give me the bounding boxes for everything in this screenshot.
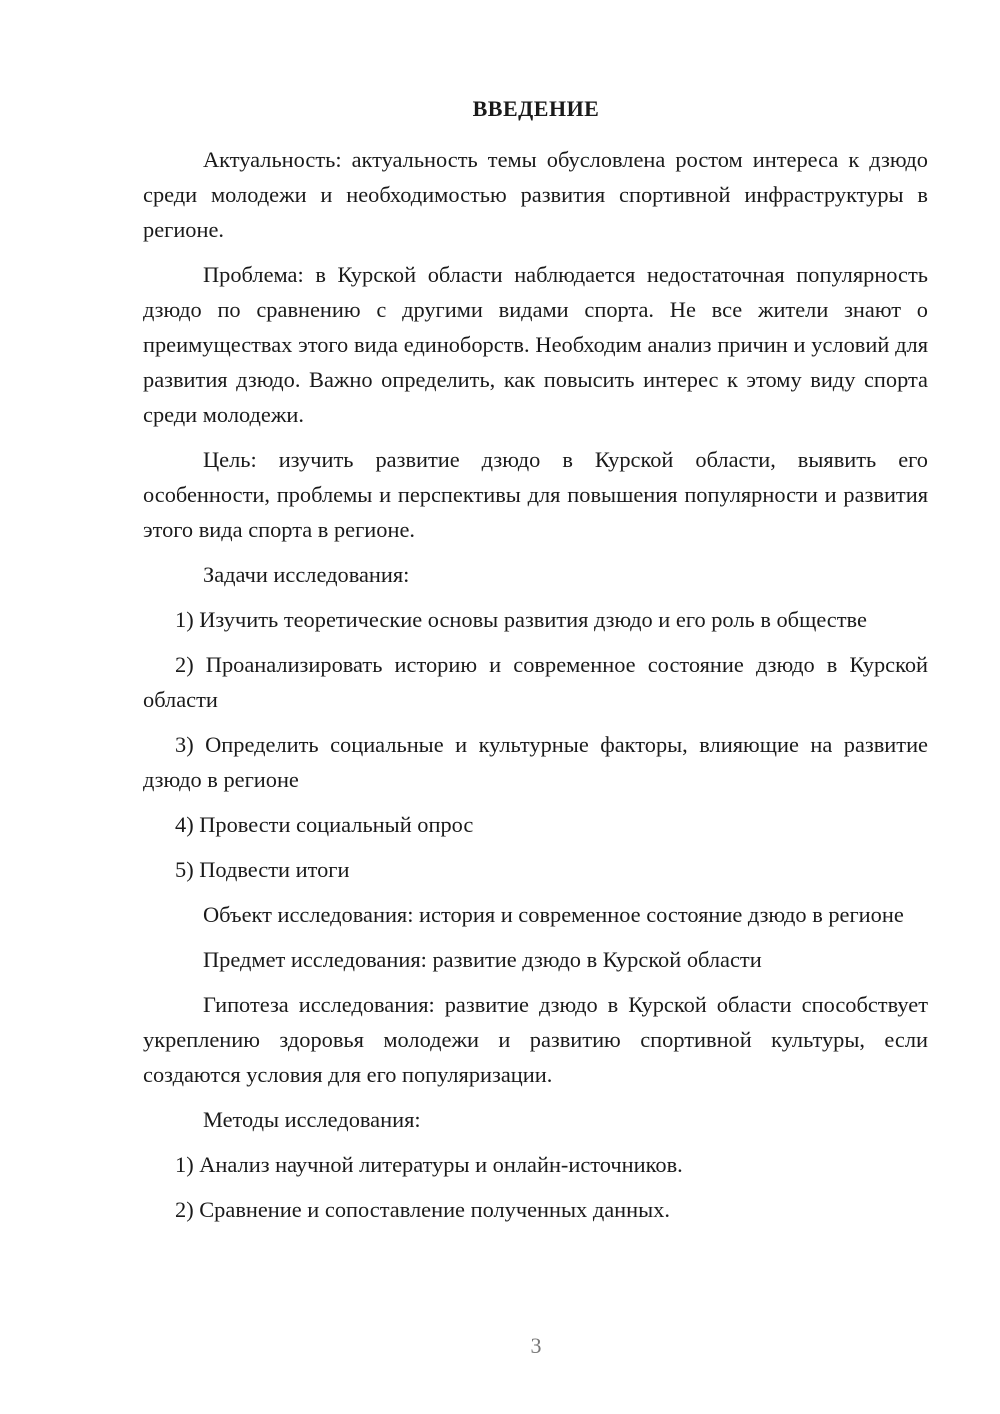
page-number: 3 [530, 1333, 542, 1358]
method-item: 2) Сравнение и сопоставление полученных данных. [175, 1197, 670, 1222]
tasks-heading: Задачи исследования: [203, 562, 410, 587]
goal-paragraph: Цель: изучить развитие дзюдо в Курской области, выявить его особенности, проблемы и перспективы для повышения популярности и развития этого вида спорта в регионе. [143, 447, 928, 542]
method-item: 1) Анализ научной литературы и онлайн-источников. [175, 1152, 683, 1177]
hypothesis-paragraph: Гипотеза исследования: развитие дзюдо в Курской области способствует укреплению здоровья молодежи и развитию спортивной культуры, если создаются условия для его популяризации. [143, 992, 928, 1087]
document-body [143, 142, 928, 1237]
task-item: 3) Определить социальные и культурные факторы, влияющие на развитие дзюдо в регионе [143, 732, 928, 792]
object-paragraph: Объект исследования: история и современное состояние дзюдо в регионе [203, 902, 904, 927]
relevance-paragraph: Актуальность: актуальность темы обусловлена ростом интереса к дзюдо среди молодежи и необходимостью развития спортивной инфраструктуры в регионе. [143, 147, 928, 242]
task-item: 1) Изучить теоретические основы развития дзюдо и его роль в обществе [175, 607, 867, 632]
task-item: 5) Подвести итоги [175, 857, 350, 882]
task-item: 4) Провести социальный опрос [175, 812, 474, 837]
methods-heading: Методы исследования: [203, 1107, 421, 1132]
page-title: ВВЕДЕНИЕ [472, 96, 600, 121]
subject-paragraph: Предмет исследования: развитие дзюдо в Курской области [203, 947, 762, 972]
problem-paragraph: Проблема: в Курской области наблюдается недостаточная популярность дзюдо по сравнению с другими видами спорта. Не все жители знают о преимуществах этого вида единоборств. Необходим анализ причин и условий для развития дзюдо. Важно определить, как повысить интерес к этому виду спорта среди молодежи. [143, 262, 928, 427]
task-item: 2) Проанализировать историю и современное состояние дзюдо в Курской области [143, 652, 928, 712]
